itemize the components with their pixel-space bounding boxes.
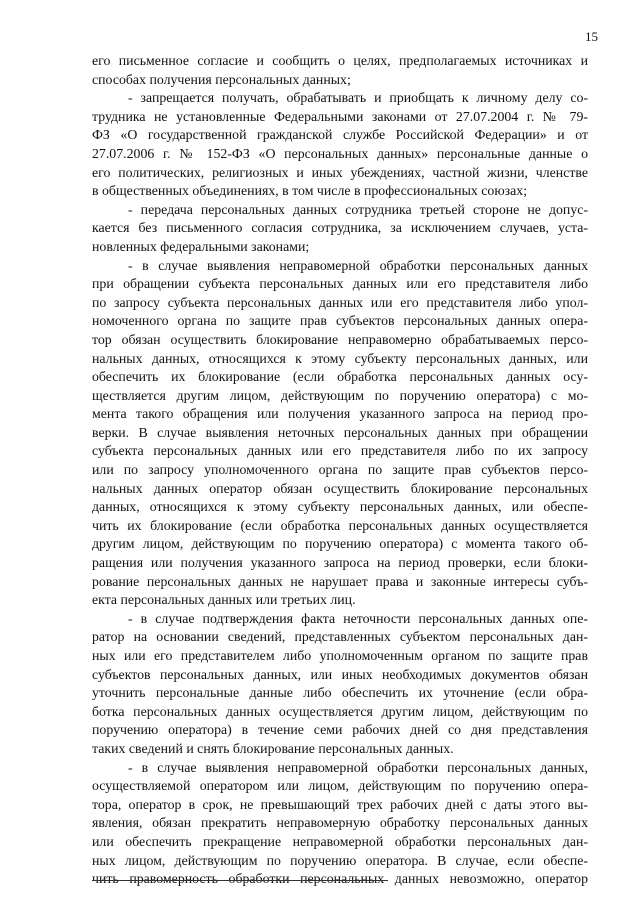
text-line: ных или его представителем либо уполномоченным органом по защите прав bbox=[92, 648, 588, 663]
text-line: осуществляемой оператором или лицом, действующим по поручению опера- bbox=[92, 778, 588, 794]
text-line: таких сведений и снять блокирование персональных данных. bbox=[92, 740, 454, 756]
text-line: - в случае подтверждения факта неточности персональных данных опе- bbox=[128, 610, 588, 626]
text-line: ФЗ «О государственной гражданской службе Российской Федерации» и от bbox=[92, 127, 588, 143]
text-line: или по запросу уполномоченного органа по защите прав субъектов персо- bbox=[92, 462, 588, 478]
footnote-separator bbox=[92, 880, 388, 881]
text-line: данных, относящихся к этому субъекту персональных данных, или обеспе- bbox=[92, 499, 588, 515]
text-line: тор обязан осуществить блокирование неправомерно обрабатываемых персо- bbox=[92, 331, 588, 347]
text-line: чить правомерность обработки персональных данных невозможно, оператор bbox=[92, 871, 588, 887]
text-line: способах получения персональных данных; bbox=[92, 71, 351, 87]
text-line: кается без письменного согласия сотрудника, за исключением случаев, уста- bbox=[92, 220, 588, 236]
text-line: рование персональных данных не нарушает права и законные интересы субъ- bbox=[92, 573, 588, 589]
text-line: в общественных объединениях, в том числе в профессиональных союзах; bbox=[92, 183, 528, 199]
text-line: новленных федеральными законами; bbox=[92, 238, 310, 254]
text-line: другим лицом, действующим по поручению оператора) с момента такого об- bbox=[92, 536, 588, 552]
text-line: тора, оператор в срок, не превышающий трех рабочих дней с даты этого вы- bbox=[92, 796, 588, 812]
text-line: по запросу субъекта персональных данных или его представителя либо упол- bbox=[92, 294, 588, 310]
text-line: 27.07.2006 г. № 152-ФЗ «О персональных данных» персональные данные о bbox=[92, 145, 588, 161]
text-line: - в случае выявления неправомерной обработки персональных данных bbox=[128, 257, 588, 273]
text-line: ращения или получения указанного запроса на период проверки, если блоки- bbox=[92, 555, 588, 571]
text-line: верки. В случае выявления неточных персональных данных при обращении bbox=[92, 424, 588, 440]
text-line: чить их блокирование (если обработка персональных данных осуществляется bbox=[92, 517, 588, 533]
text-line: поручению оператора) в течение семи рабочих дней со дня представления bbox=[92, 722, 588, 738]
text-line: его письменное согласие и сообщить о целях, предполагаемых источниках и bbox=[92, 53, 588, 68]
text-line: нальных данных, относящихся к этому субъекту персональных данных, или bbox=[92, 350, 588, 366]
text-line: при обращении субъекта персональных данных или его представителя либо bbox=[92, 276, 588, 292]
text-line: екта персональных данных или третьих лиц. bbox=[92, 592, 356, 608]
text-line: субъектов персональных данных, или иных необходимых документов обязан bbox=[92, 666, 588, 682]
text-line: - запрещается получать, обрабатывать и приобщать к личному делу со- bbox=[128, 90, 588, 106]
text-line: субъекта персональных данных или его представителя либо по их запросу bbox=[92, 443, 588, 459]
text-line: его политических, религиозных и иных убеждениях, частной жизни, членстве bbox=[92, 164, 588, 180]
text-line: обеспечить их блокирование (если обработка персональных данных осу- bbox=[92, 369, 588, 385]
text-line: номоченного органа по защите прав субъектов персональных данных опера- bbox=[92, 313, 588, 329]
text-line: нальных данных оператор обязан осуществить блокирование персональных bbox=[92, 480, 588, 496]
page-number: 15 bbox=[585, 29, 598, 44]
text-line: мента такого обращения или получения указанного запроса на период про- bbox=[92, 406, 588, 422]
text-line: - передача персональных данных сотрудника третьей стороне не допус- bbox=[128, 201, 588, 217]
text-line: ботка персональных данных осуществляется другим лицом, действующим по bbox=[92, 703, 588, 719]
text-line: трудника не установленные Федеральными законами от 27.07.2004 г. № 79- bbox=[92, 108, 588, 124]
text-line: ществляется другим лицом, действующим по поручению оператора) с мо- bbox=[92, 387, 588, 403]
text-line: ных лицом, действующим по поручению оператора. В случае, если обеспе- bbox=[92, 852, 588, 868]
text-line: - в случае выявления неправомерной обработки персональных данных, bbox=[128, 759, 588, 775]
text-line: ратор на основании сведений, представленных субъектом персональных дан- bbox=[92, 629, 588, 645]
text-line: уточнить персональные данные либо обеспечить их уточнение (если обра- bbox=[92, 685, 588, 701]
text-line: или обеспечить прекращение неправомерной обработки персональных дан- bbox=[92, 833, 588, 849]
text-line: явления, обязан прекратить неправомерную обработку персональных данных bbox=[92, 815, 588, 831]
document-body bbox=[92, 52, 588, 889]
